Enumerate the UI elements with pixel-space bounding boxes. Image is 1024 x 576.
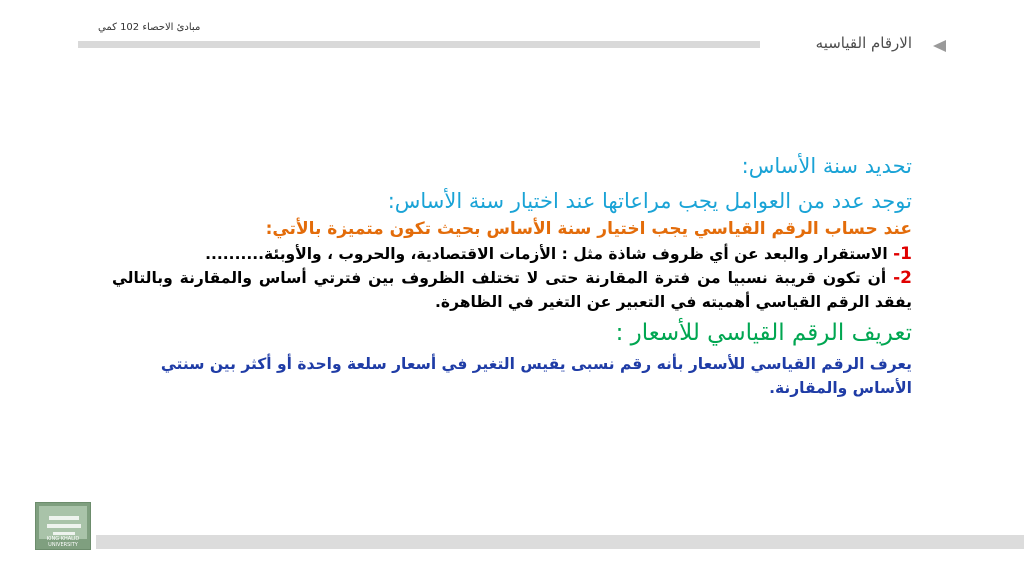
slide-content <box>112 152 912 400</box>
definition-title: تعريف الرقم القياسي للأسعار : <box>615 320 912 346</box>
definition-text: يعرف الرقم القياسي للأسعار بأنه رقم نسبى يقيس التغير في أسعار سلعة واحدة أو أكثر بين سنتي الأساس والمقارنة. <box>160 355 912 397</box>
list-item-2 <box>112 266 912 314</box>
logo-caption: KING KHALID UNIVERSITY <box>46 536 80 548</box>
heading-factors: توجد عدد من العوامل يجب مراعاتها عند اختيار سنة الأساس: <box>387 189 912 213</box>
list-item-1 <box>112 242 912 266</box>
nav-arrow-icon[interactable] <box>933 40 946 52</box>
course-title: مبادئ الاحصاء 102 كمي <box>98 22 201 33</box>
logo-emblem <box>39 506 87 539</box>
header-divider <box>78 41 760 48</box>
item-number-1: 1- <box>893 244 912 264</box>
item-number-2: 2- <box>893 268 912 288</box>
footer-bar <box>96 535 1024 549</box>
heading-base-year: تحديد سنة الأساس: <box>741 154 912 178</box>
intro-text: عند حساب الرقم القياسي يجب اختيار سنة الأساس بحيث تكون متميزة بالأتي: <box>265 219 912 239</box>
university-logo <box>35 502 91 550</box>
item-text-1: الاستقرار والبعد عن أي ظروف شاذة مثل : الأزمات الاقتصادية، والحروب ، والأوبئة.......... <box>205 245 894 263</box>
section-title: الارقام القياسيه <box>815 34 912 52</box>
item-text-2: أن تكون قريبة نسبيا من فترة المقارنة حتى لا تختلف الظروف بين فترتي أساس والمقارنة وبالتالي يفقد الرقم القياسي أهميته في التعبير عن التغير في الظاهرة. <box>112 269 912 311</box>
